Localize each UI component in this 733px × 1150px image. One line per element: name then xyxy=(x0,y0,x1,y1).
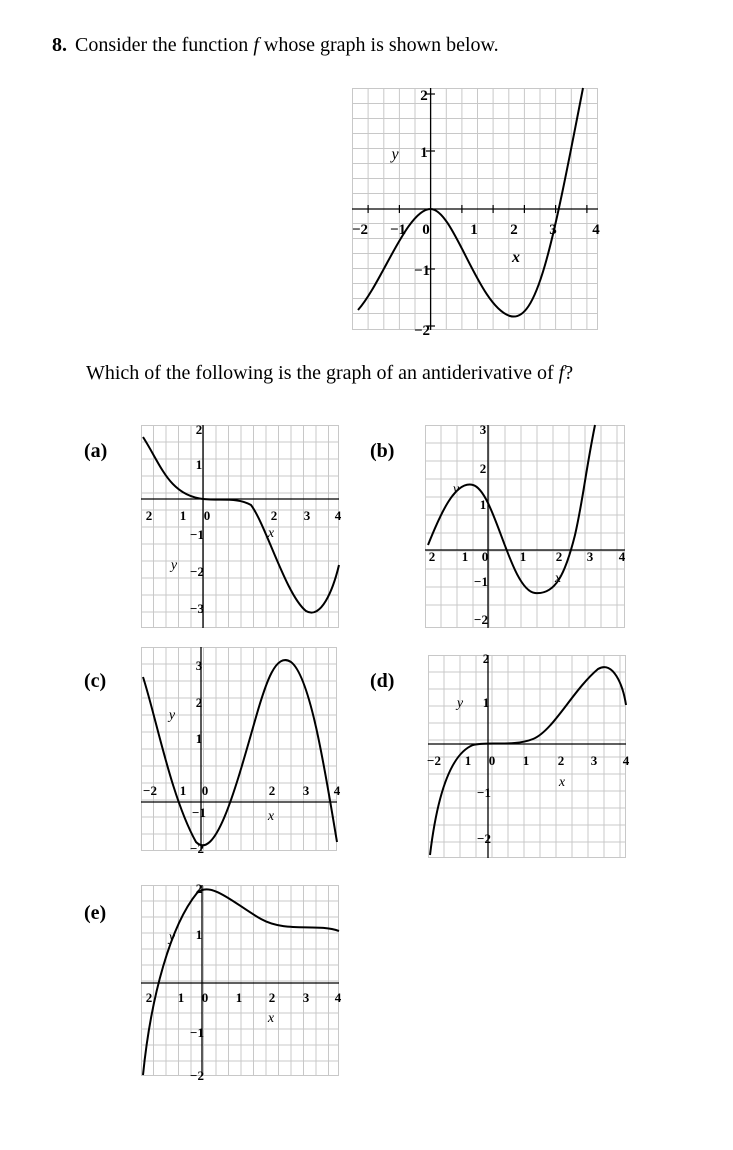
x-axis-label: x xyxy=(267,526,275,541)
y-tick-label: 2 xyxy=(479,461,487,476)
antiderivative-curve xyxy=(428,425,595,593)
x-tick-label: 3 xyxy=(590,753,598,768)
x-tick-label: 2 xyxy=(428,549,436,564)
x-tick-label: 1 xyxy=(464,753,472,768)
x-axis-label: x xyxy=(267,809,275,824)
y-tick-label: −1 xyxy=(477,785,491,800)
y-tick-label: −2 xyxy=(190,1068,204,1083)
x-tick-label: 4 xyxy=(622,753,630,768)
y-tick-label: 1 xyxy=(482,695,490,710)
y-tick-label: −2 xyxy=(477,831,491,846)
x-tick-label: 3 xyxy=(549,222,557,238)
x-axis-label: x xyxy=(512,249,520,266)
x-tick-label: 0 xyxy=(201,990,209,1005)
option-label-b: (b) xyxy=(370,440,395,462)
x-tick-label: 0 xyxy=(488,753,496,768)
y-tick-label: 3 xyxy=(479,422,487,437)
x-tick-label: 1 xyxy=(519,549,527,564)
x-tick-label: 2 xyxy=(557,753,565,768)
y-tick-label: −1 xyxy=(190,1025,204,1040)
function-name: f xyxy=(253,34,259,56)
question-number: 8. xyxy=(52,34,67,56)
x-tick-label: 2 xyxy=(268,990,276,1005)
x-tick-label: 1 xyxy=(522,753,530,768)
x-tick-label: 2 xyxy=(145,508,153,523)
y-axis-label: y xyxy=(456,696,464,711)
y-axis-label: y xyxy=(452,482,460,497)
x-tick-label: 2 xyxy=(555,549,563,564)
y-tick-label: 1 xyxy=(420,145,428,161)
x-tick-label: 4 xyxy=(618,549,626,564)
option-label-e: (e) xyxy=(84,902,107,924)
grid xyxy=(141,425,339,628)
graph-of-f xyxy=(351,88,600,339)
x-tick-label: 1 xyxy=(235,990,243,1005)
x-tick-label: 1 xyxy=(179,508,187,523)
y-tick-label: −1 xyxy=(190,527,204,542)
y-tick-label: 2 xyxy=(195,695,203,710)
y-tick-label: −2 xyxy=(474,612,488,627)
y-tick-label: −2 xyxy=(413,323,431,339)
y-axis-label: y xyxy=(168,930,176,945)
option-d-graph xyxy=(427,651,630,858)
x-tick-label: 4 xyxy=(592,222,600,238)
question-text-after: whose graph is shown below. xyxy=(263,34,499,56)
y-tick-label: 2 xyxy=(420,88,428,104)
x-tick-label: 2 xyxy=(510,222,518,238)
prompt-text-after: ? xyxy=(564,362,574,384)
y-tick-label: −2 xyxy=(190,564,204,579)
x-axis-label: x xyxy=(554,571,562,586)
x-tick-label: −2 xyxy=(427,753,441,768)
option-label-d: (d) xyxy=(370,670,395,692)
x-tick-label: 4 xyxy=(333,783,341,798)
y-tick-label: −2 xyxy=(190,841,204,856)
option-label-c: (c) xyxy=(84,670,107,692)
option-b-graph xyxy=(425,422,626,628)
x-tick-label: 3 xyxy=(302,783,310,798)
x-tick-label: −2 xyxy=(143,783,157,798)
x-tick-label: 0 xyxy=(422,222,430,238)
x-tick-label: 0 xyxy=(203,508,211,523)
x-tick-label: −2 xyxy=(351,222,369,238)
x-tick-label: 0 xyxy=(201,783,209,798)
x-tick-label: 4 xyxy=(334,990,342,1005)
x-tick-label: 2 xyxy=(145,990,153,1005)
y-tick-label: 2 xyxy=(195,881,203,896)
x-tick-label: 3 xyxy=(586,549,594,564)
y-tick-label: −1 xyxy=(413,263,431,279)
y-axis-label: y xyxy=(168,708,176,723)
y-tick-label: 1 xyxy=(195,927,203,942)
option-c-graph xyxy=(141,647,341,856)
y-tick-label: 3 xyxy=(195,658,203,673)
prompt-function-name: f xyxy=(558,362,565,384)
x-tick-label: 1 xyxy=(177,990,185,1005)
x-tick-label: 3 xyxy=(303,508,311,523)
option-label-a: (a) xyxy=(84,440,108,462)
question-text xyxy=(52,34,499,57)
y-tick-label: −3 xyxy=(190,601,204,616)
grid xyxy=(425,425,625,628)
x-tick-label: 1 xyxy=(179,783,187,798)
x-tick-label: 2 xyxy=(270,508,278,523)
x-axis-label: x xyxy=(558,775,566,790)
option-a-graph xyxy=(141,422,342,628)
x-tick-label: 3 xyxy=(302,990,310,1005)
y-axis-label: y xyxy=(170,558,178,573)
y-axis-label: y xyxy=(391,146,399,163)
function-curve xyxy=(358,88,583,317)
antiderivative-curve xyxy=(143,660,337,845)
y-tick-label: 2 xyxy=(195,422,203,437)
y-tick-label: 1 xyxy=(195,731,203,746)
prompt-text-before: Which of the following is the graph of an antiderivative of xyxy=(86,362,554,384)
x-axis-label: x xyxy=(267,1011,275,1026)
y-tick-label: 1 xyxy=(195,457,203,472)
x-tick-label: 1 xyxy=(470,222,478,238)
grid xyxy=(141,885,339,1076)
question-text-before: Consider the function xyxy=(75,34,249,56)
x-tick-label: 1 xyxy=(461,549,469,564)
y-tick-label: 1 xyxy=(479,497,487,512)
y-tick-label: −1 xyxy=(192,805,206,820)
x-tick-label: −1 xyxy=(389,222,407,238)
option-e-graph xyxy=(141,881,342,1083)
x-tick-label: 2 xyxy=(268,783,276,798)
y-tick-label: −1 xyxy=(474,574,488,589)
y-tick-label: 2 xyxy=(482,651,490,666)
grid xyxy=(141,647,337,851)
prompt-text xyxy=(86,362,573,385)
x-tick-label: 0 xyxy=(481,549,489,564)
x-tick-label: 4 xyxy=(334,508,342,523)
